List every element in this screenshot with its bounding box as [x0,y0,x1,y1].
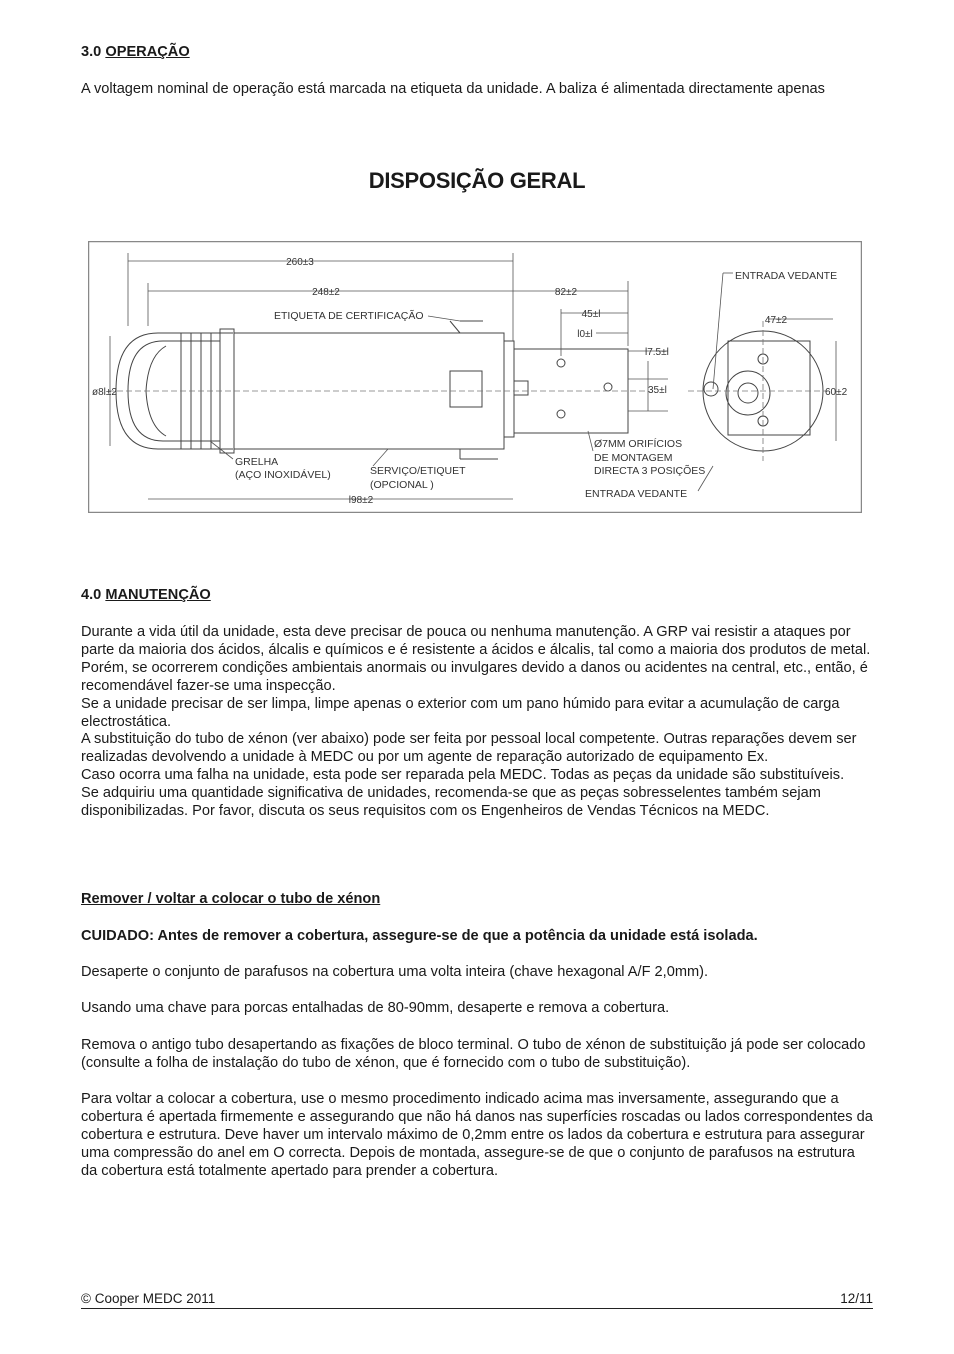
label-orificios-3: DIRECTA 3 POSIÇÕES [594,465,706,477]
maintenance-line-3: Se a unidade precisar de ser limpa, limpe apenas o exterior com um pano húmido para evitar a acumulação de carga electrostática. [81,695,840,730]
maintenance-line-4: A substituição do tubo de xénon (ver abaixo) pode ser feita por pessoal local competente. Outras reparações devem ser realizadas devolvendo a unidade à MEDC ou por um agente de reparação autorizado de equipamento Ex. [81,731,857,766]
xenon-subheading: Remover / voltar a colocar o tubo de xénon [81,891,381,907]
section-3-text: A voltagem nominal de operação está marcada na etiqueta da unidade. A baliza é alimentada directamente apenas [81,81,825,97]
section-4-number: 4.0 [81,587,102,603]
dim-35: 35±l [648,385,667,396]
label-etiqueta: ETIQUETA DE CERTIFICAÇÃO [274,310,424,322]
dim-47: 47±2 [764,315,788,326]
label-orificios-1: Ø7MM ORIFÍCIOS [594,438,683,450]
dim-198: l98±2 [348,495,374,506]
label-grelha-1: GRELHA [235,456,279,468]
label-servico-2: (OPCIONAL ) [370,479,434,491]
maintenance-line-5: Caso ocorra uma falha na unidade, esta pode ser reparada pela MEDC. Todas as peças da unidade são substituíveis. [81,767,845,784]
label-grelha-2: (AÇO INOXIDÁVEL) [235,469,331,481]
drawing-frame [89,242,862,513]
label-entrada-vedante-top: ENTRADA VEDANTE [735,270,838,282]
dim-60: 60±2 [825,387,848,398]
label-servico-1: SERVIÇO/ETIQUET [370,465,466,477]
dim-260: 260±3 [286,257,314,268]
footer-copyright: © Cooper MEDC 2011 [81,1291,216,1306]
maintenance-line-2: Porém, se ocorrerem condições ambientais anormais ou invulgares devido a danos ou acidentes na central, etc., então, é recomendável fazer-se uma inspecção. [81,659,868,694]
dim-81: ø8l±2 [92,387,117,398]
dim-10: l0±l [577,329,593,340]
label-entrada-vedante-bottom: ENTRADA VEDANTE [585,488,688,500]
maintenance-line-1: Durante a vida útil da unidade, esta deve precisar de pouca ou nenhuma manutenção. A GRP vai resistir a ataques por parte da maioria dos ácidos, álcalis e químicos e é resistente a ácidos e álcalis, tal como a maioria dos produtos de metal. [81,624,871,658]
maintenance-paragraph [81,624,875,821]
dim-248: 248±2 [312,287,340,298]
section-3-number: 3.0 [81,44,102,60]
dim-45: 45±l [581,309,601,320]
label-orificios-2: DE MONTAGEM [594,452,673,464]
step-2: Usando uma chave para porcas entalhadas de 80-90mm, desaperte e remova a cobertura. [81,1000,670,1016]
dim-82: 82±2 [554,287,578,298]
maintenance-line-6: Se adquiriu uma quantidade significativa de unidades, recomenda-se que as peças sobresselentes também sejam disponibilizadas. Por favor, discuta os seus requisitos com os Engenheiros de Vendas Técnicos na MEDC. [81,785,821,820]
footer-rule [81,1308,873,1309]
section-4-title: MANUTENÇÃO [105,587,211,603]
section-3-title: OPERAÇÃO [105,44,190,60]
dim-17: l7.5±l [645,347,669,358]
step-3: Remova o antigo tubo desapertando as fixações de bloco terminal. O tubo de xénon de substituição já pode ser colocado (consulte a folha de instalação do tubo de xénon, que é fornecido com o tubo de substituição). [81,1037,866,1071]
step-1: Desaperte o conjunto de parafusos na cobertura uma volta inteira (chave hexagonal A/F 2,0mm). [81,964,709,980]
step-4: Para voltar a colocar a cobertura, use o mesmo procedimento indicado acima mas inversamente, assegurando que a cobertura é apertada firmemente e assegurando que não há danos nas superfícies roscadas ou lados correspondentes da cobertura e estrutura. Deve haver um intervalo máximo de 0,2mm entre os lados da cobertura e estrutura para assegurar uma compressão do anel em O correcta. Depois de montada, assegure-se de que o conjunto de parafusos na estrutura da cobertura está totalmente apertado para prender a cobertura. [81,1091,873,1179]
caution-text: CUIDADO: Antes de remover a cobertura, assegure-se de que a potência da unidade está isolada. [81,928,758,944]
section-4-heading [81,587,875,605]
figure-title: DISPOSIÇÃO GERAL [368,168,586,193]
general-arrangement-drawing [88,241,862,513]
section-3-heading [81,44,875,62]
footer-page-number: 12/11 [840,1291,873,1306]
